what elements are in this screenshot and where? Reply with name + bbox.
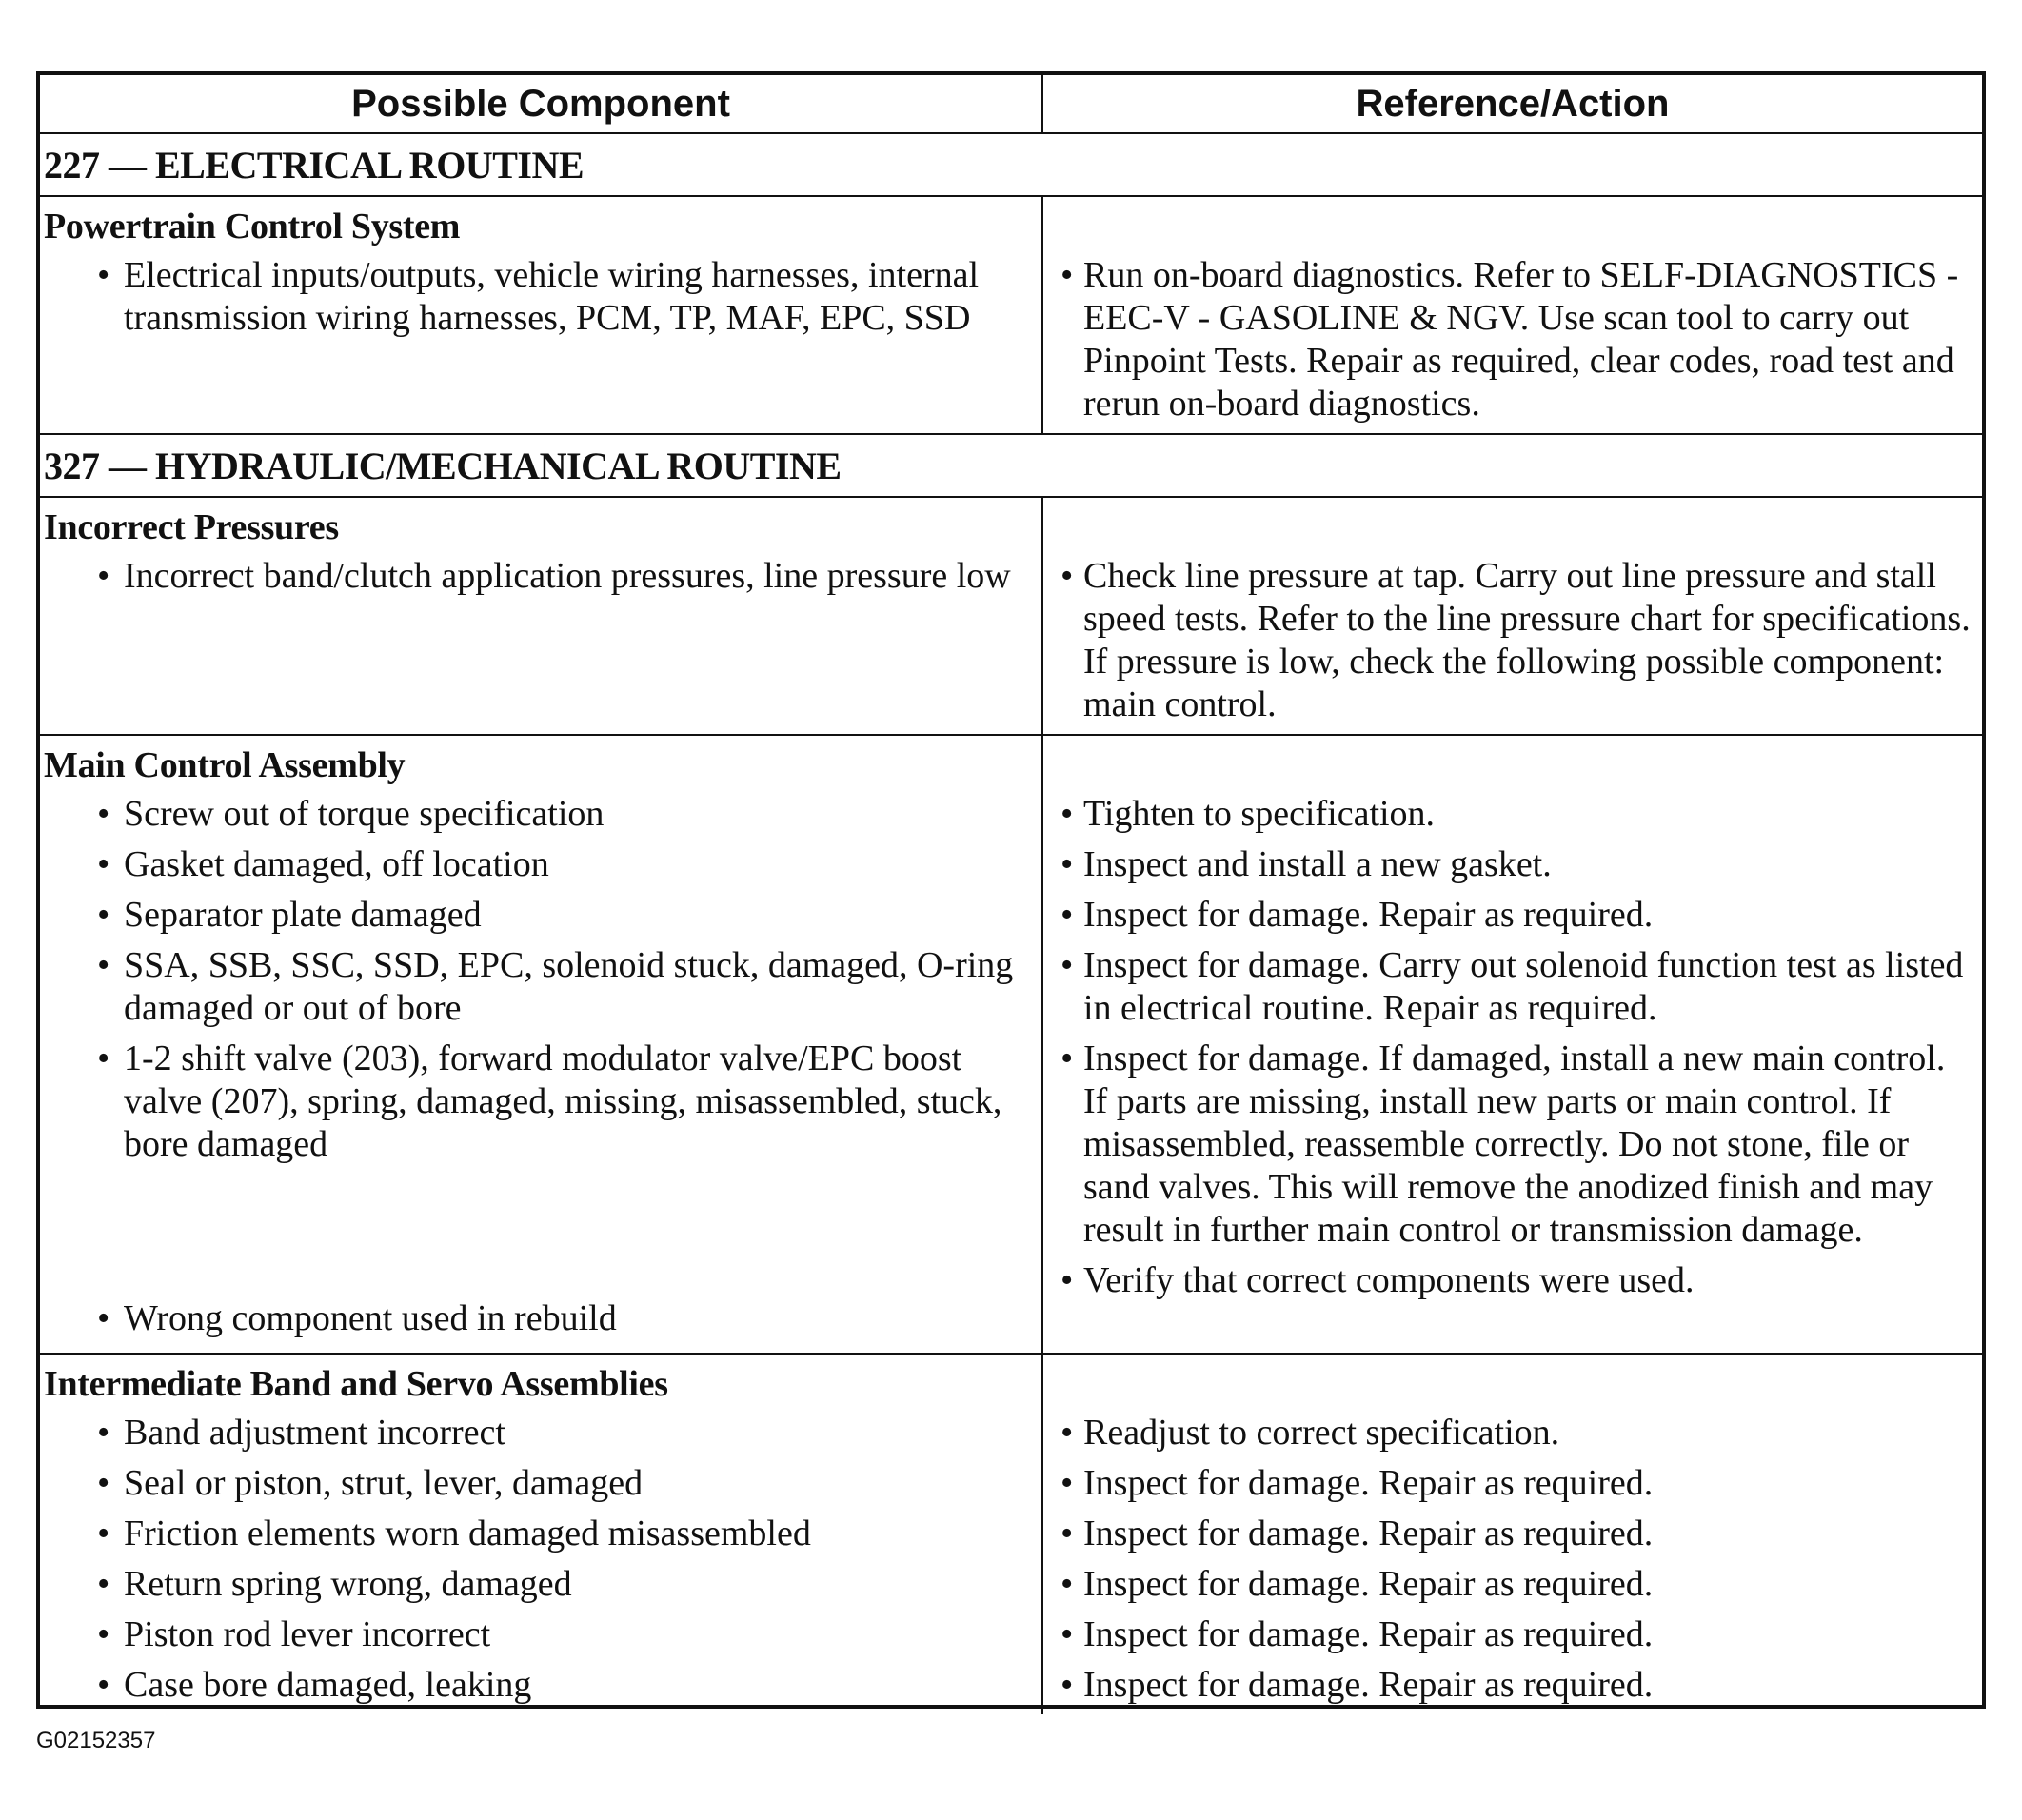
action-item: • Check line pressure at tap. Carry out line pressure and stall speed tests. Refer to the line pressure chart for specifications. If pressure is low, check the following possible component: main control. — [1043, 555, 1982, 726]
action-item: • Inspect for damage. Carry out solenoid function test as listed in electrical routine. Repair as required. — [1043, 944, 1982, 1030]
action-item: • Inspect for damage. Repair as required. — [1043, 894, 1982, 937]
routine-title: 227 — ELECTRICAL ROUTINE — [40, 133, 1982, 196]
component-item: • Band adjustment incorrect — [40, 1412, 1041, 1454]
action-item: • Inspect for damage. Repair as required. — [1043, 1513, 1982, 1555]
action-item: • Inspect for damage. Repair as required. — [1043, 1664, 1982, 1707]
component-item: • Wrong component used in rebuild — [40, 1297, 1041, 1340]
action-cell — [1042, 735, 1982, 1354]
routine-row — [40, 434, 1982, 497]
action-item: • Inspect and install a new gasket. — [1043, 843, 1982, 886]
component-item: • Seal or piston, strut, lever, damaged — [40, 1462, 1041, 1505]
routine-row — [40, 133, 1982, 196]
group-row — [40, 497, 1982, 735]
component-item: • Incorrect band/clutch application pressures, line pressure low — [40, 555, 1041, 598]
header-possible-component: Possible Component — [40, 75, 1042, 133]
component-cell — [40, 735, 1042, 1354]
action-item: • Verify that correct components were used. — [1043, 1259, 1982, 1302]
action-item: • Inspect for damage. Repair as required. — [1043, 1563, 1982, 1606]
diagnostic-table-frame — [36, 71, 1986, 1709]
component-cell — [40, 1354, 1042, 1714]
component-item: • Electrical inputs/outputs, vehicle wiring harnesses, internal transmission wiring harnesses, PCM, TP, MAF, EPC, SSD — [40, 254, 1041, 340]
group-title: Main Control Assembly — [44, 745, 406, 785]
action-item: • Run on-board diagnostics. Refer to SELF-DIAGNOSTICS - EEC-V - GASOLINE & NGV. Use scan tool to carry out Pinpoint Tests. Repair as required, clear codes, road test and rerun on-board diagnostics. — [1043, 254, 1982, 425]
action-cell — [1042, 1354, 1982, 1714]
component-item: • SSA, SSB, SSC, SSD, EPC, solenoid stuck, damaged, O-ring damaged or out of bore — [40, 944, 1041, 1030]
action-item: • Tighten to specification. — [1043, 793, 1982, 836]
group-title: Incorrect Pressures — [44, 507, 339, 547]
action-item: • Readjust to correct specification. — [1043, 1412, 1982, 1454]
action-item: • Inspect for damage. Repair as required. — [1043, 1613, 1982, 1656]
component-item: • 1-2 shift valve (203), forward modulator valve/EPC boost valve (207), spring, damaged, missing, misassembled, stuck, bore damaged — [40, 1038, 1041, 1290]
figure-id: G02152357 — [36, 1728, 156, 1753]
table-header-row — [40, 75, 1982, 133]
component-item: • Return spring wrong, damaged — [40, 1563, 1041, 1606]
action-item: • Inspect for damage. Repair as required. — [1043, 1462, 1982, 1505]
component-item: • Friction elements worn damaged misassembled — [40, 1513, 1041, 1555]
component-cell — [40, 196, 1042, 434]
component-cell — [40, 497, 1042, 735]
component-item: • Gasket damaged, off location — [40, 843, 1041, 886]
action-cell — [1042, 497, 1982, 735]
group-row — [40, 196, 1982, 434]
header-reference-action: Reference/Action — [1042, 75, 1982, 133]
group-title: Intermediate Band and Servo Assemblies — [44, 1364, 668, 1404]
component-item: • Piston rod lever incorrect — [40, 1613, 1041, 1656]
action-cell — [1042, 196, 1982, 434]
action-item: • Inspect for damage. If damaged, install a new main control. If parts are missing, install new parts or main control. If misassembled, reassemble correctly. Do not stone, file or sand valves. This will remove the anodized finish and may result in further main control or transmission damage. — [1043, 1038, 1982, 1252]
component-item: • Case bore damaged, leaking — [40, 1664, 1041, 1707]
routine-title: 327 — HYDRAULIC/MECHANICAL ROUTINE — [40, 434, 1982, 497]
group-row — [40, 1354, 1982, 1714]
group-row — [40, 735, 1982, 1354]
diagnostic-table — [40, 75, 1982, 1714]
group-title: Powertrain Control System — [44, 207, 461, 247]
component-item: • Screw out of torque specification — [40, 793, 1041, 836]
component-item: • Separator plate damaged — [40, 894, 1041, 937]
